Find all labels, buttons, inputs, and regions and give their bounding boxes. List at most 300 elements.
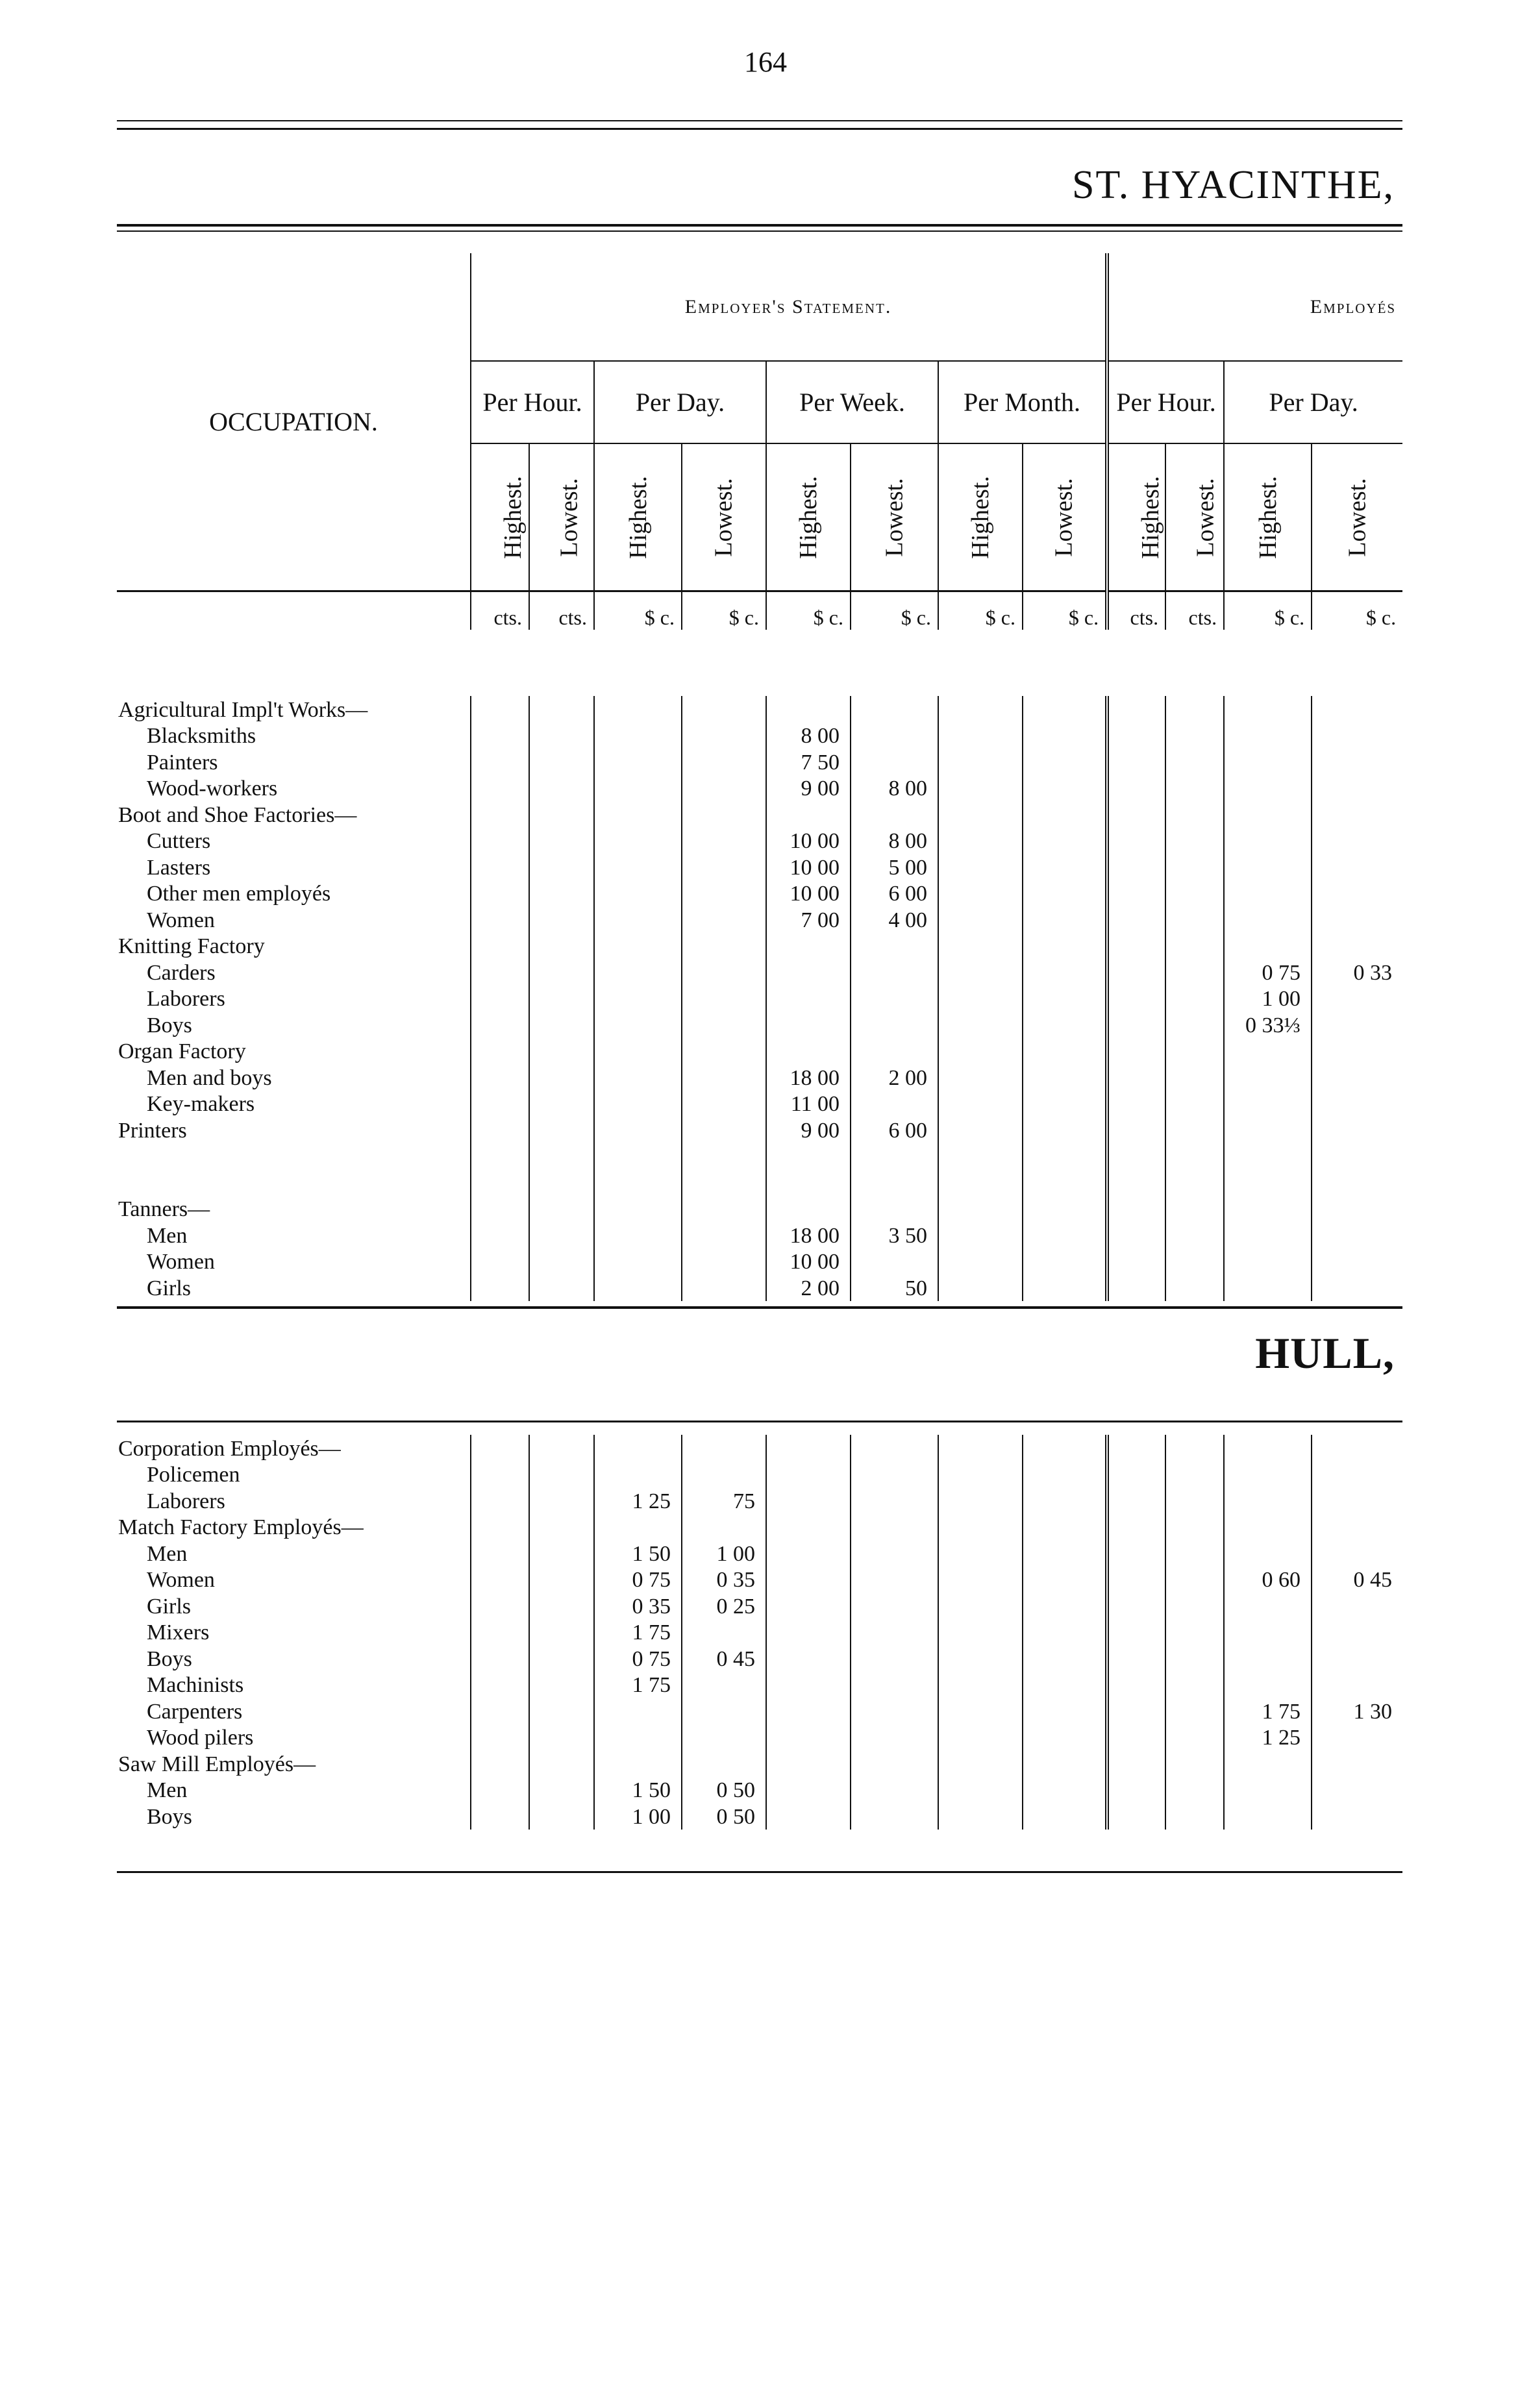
wage-cell: 1 00 xyxy=(682,1540,766,1567)
wage-cell xyxy=(1165,1567,1224,1593)
title-rule xyxy=(117,224,1402,227)
wage-cell xyxy=(938,775,1023,802)
employes-per-hour-heading: Per Hour. xyxy=(1107,361,1224,443)
wage-cell xyxy=(1165,828,1224,854)
employes-per-day-heading: Per Day. xyxy=(1224,361,1402,443)
wage-cell xyxy=(682,1196,766,1223)
occupation-heading: OCCUPATION. xyxy=(117,253,471,591)
wage-cell xyxy=(938,1435,1023,1461)
wage-cell xyxy=(851,1645,938,1672)
wage-cell xyxy=(1165,801,1224,828)
wage-cell: 0 75 xyxy=(594,1645,682,1672)
occupation-cell: Women xyxy=(147,1568,215,1592)
wage-cell xyxy=(1023,933,1107,960)
wage-cell: 7 50 xyxy=(766,749,851,775)
occupation-cell xyxy=(117,1169,471,1196)
wage-cell xyxy=(471,1038,529,1065)
wage-cell xyxy=(1165,986,1224,1012)
wage-cell xyxy=(766,986,851,1012)
wage-cell xyxy=(471,1091,529,1117)
table-row xyxy=(117,1593,1402,1619)
table-row xyxy=(117,854,1402,880)
table-row xyxy=(117,1672,1402,1698)
wage-cell xyxy=(1107,1143,1165,1170)
wage-cell xyxy=(1312,1777,1402,1804)
wage-cell: 4 00 xyxy=(851,906,938,933)
wage-cell xyxy=(1023,880,1107,907)
wage-cell xyxy=(1023,1540,1107,1567)
wage-cell xyxy=(1165,1619,1224,1646)
occupation-cell: Girls xyxy=(147,1276,191,1300)
wage-cell xyxy=(1107,1038,1165,1065)
hull-wage-table xyxy=(117,1435,1402,1830)
wage-cell: 18 00 xyxy=(766,1064,851,1091)
wage-cell: 1 25 xyxy=(1224,1724,1312,1751)
occupation-cell: Women xyxy=(147,908,215,932)
wage-cell xyxy=(1312,1222,1402,1248)
wage-cell xyxy=(851,1487,938,1514)
wage-cell xyxy=(851,1038,938,1065)
unit-label: cts. xyxy=(1107,591,1165,630)
wage-cell xyxy=(682,854,766,880)
wage-cell xyxy=(1165,933,1224,960)
wage-cell xyxy=(1312,1724,1402,1751)
wage-cell xyxy=(938,1143,1023,1170)
wage-cell xyxy=(851,1196,938,1223)
wage-cell xyxy=(594,749,682,775)
wage-cell xyxy=(1224,1593,1312,1619)
wage-cell xyxy=(529,1274,594,1301)
wage-cell xyxy=(529,1091,594,1117)
occupation-cell: Wood pilers xyxy=(147,1726,254,1750)
wage-cell: 0 33⅓ xyxy=(1224,1012,1312,1038)
wage-cell xyxy=(471,906,529,933)
wage-cell: 5 00 xyxy=(851,854,938,880)
wage-cell xyxy=(529,986,594,1012)
table-row xyxy=(117,1540,1402,1567)
wage-cell xyxy=(529,1750,594,1777)
table-row xyxy=(117,801,1402,828)
wage-cell xyxy=(682,696,766,723)
occupation-cell: Carpenters xyxy=(147,1699,243,1724)
wage-cell xyxy=(1023,801,1107,828)
wage-cell xyxy=(1224,1274,1312,1301)
wage-cell xyxy=(766,1672,851,1698)
per-day-heading: Per Day. xyxy=(594,361,766,443)
wage-cell xyxy=(1165,1064,1224,1091)
wage-cell xyxy=(529,723,594,749)
occupation-cell: Men and boys xyxy=(147,1065,272,1090)
wage-cell xyxy=(682,1698,766,1724)
wage-cell xyxy=(682,986,766,1012)
wage-cell xyxy=(938,1091,1023,1117)
wage-cell xyxy=(1165,1196,1224,1223)
wage-cell xyxy=(851,1593,938,1619)
occupation-cell: Key-makers xyxy=(147,1092,255,1116)
wage-cell xyxy=(1312,933,1402,960)
wage-cell xyxy=(938,1248,1023,1275)
wage-cell xyxy=(529,1645,594,1672)
wage-cell xyxy=(1107,1222,1165,1248)
wage-cell xyxy=(594,1461,682,1488)
wage-cell: 2 00 xyxy=(766,1274,851,1301)
wage-cell xyxy=(938,801,1023,828)
wage-cell xyxy=(1107,1461,1165,1488)
place-title-st-hyacinthe: ST. HYACINTHE, xyxy=(1072,163,1395,207)
wage-cell: 0 60 xyxy=(1224,1567,1312,1593)
wage-cell xyxy=(471,801,529,828)
wage-cell xyxy=(1023,1777,1107,1804)
wage-cell xyxy=(594,959,682,986)
wage-cell xyxy=(938,1567,1023,1593)
table-row xyxy=(117,1698,1402,1724)
wage-cell: 0 45 xyxy=(1312,1567,1402,1593)
wage-cell xyxy=(766,1435,851,1461)
wage-cell xyxy=(1023,1461,1107,1488)
wage-cell xyxy=(471,1593,529,1619)
wage-cell xyxy=(471,1435,529,1461)
wage-cell: 1 50 xyxy=(594,1540,682,1567)
table-row xyxy=(117,1143,1402,1170)
per-hour-heading: Per Hour. xyxy=(471,361,594,443)
wage-cell xyxy=(529,749,594,775)
table-row xyxy=(117,1169,1402,1196)
wage-cell xyxy=(1107,986,1165,1012)
wage-cell xyxy=(682,880,766,907)
wage-cell xyxy=(471,1777,529,1804)
wage-cell xyxy=(938,986,1023,1012)
wage-cell xyxy=(1107,1645,1165,1672)
wage-cell xyxy=(529,1514,594,1541)
wage-cell xyxy=(1312,775,1402,802)
wage-cell xyxy=(851,986,938,1012)
wage-cell xyxy=(471,1143,529,1170)
wage-cell xyxy=(529,1724,594,1751)
table-row xyxy=(117,1038,1402,1065)
wage-cell xyxy=(1107,880,1165,907)
wage-cell xyxy=(594,1248,682,1275)
wage-cell xyxy=(1107,1248,1165,1275)
wage-cell xyxy=(529,906,594,933)
occupation-cell: Boys xyxy=(147,1804,192,1829)
table-row xyxy=(117,1724,1402,1751)
wage-cell xyxy=(766,1724,851,1751)
wage-cell xyxy=(851,1567,938,1593)
wage-cell xyxy=(471,1619,529,1646)
table-row xyxy=(117,749,1402,775)
wage-cell xyxy=(1224,1619,1312,1646)
occupation-cell: Lasters xyxy=(147,855,211,880)
wage-cell xyxy=(851,933,938,960)
wage-cell xyxy=(938,696,1023,723)
wage-cell xyxy=(938,1777,1023,1804)
wage-cell xyxy=(471,1540,529,1567)
wage-cell xyxy=(938,1196,1023,1223)
wage-cell xyxy=(682,1514,766,1541)
wage-cell xyxy=(1107,801,1165,828)
wage-cell xyxy=(529,1169,594,1196)
wage-cell xyxy=(851,723,938,749)
wage-cell xyxy=(1107,1724,1165,1751)
wage-cell xyxy=(1023,1435,1107,1461)
wage-cell xyxy=(1312,1593,1402,1619)
wage-cell xyxy=(766,1777,851,1804)
wage-cell xyxy=(1165,1645,1224,1672)
wage-cell: 50 xyxy=(851,1274,938,1301)
wage-cell xyxy=(594,1274,682,1301)
wage-cell xyxy=(1224,933,1312,960)
wage-cell xyxy=(529,1435,594,1461)
occupation-cell: Painters xyxy=(147,750,218,775)
wage-cell xyxy=(1165,1698,1224,1724)
wage-cell xyxy=(594,1117,682,1143)
wage-cell xyxy=(1107,959,1165,986)
wage-cell xyxy=(766,1487,851,1514)
wage-cell xyxy=(471,880,529,907)
wage-cell xyxy=(471,1487,529,1514)
wage-cell xyxy=(1023,775,1107,802)
wage-cell xyxy=(1224,801,1312,828)
lowest-heading: Lowest. xyxy=(1051,477,1078,557)
wage-cell xyxy=(1107,1514,1165,1541)
wage-cell xyxy=(938,1487,1023,1514)
employes-statement-heading: Employés xyxy=(1107,253,1402,361)
lowest-heading: Lowest. xyxy=(710,477,738,557)
table-row xyxy=(117,1222,1402,1248)
wage-cell xyxy=(1107,1698,1165,1724)
wage-cell xyxy=(1165,1724,1224,1751)
wage-cell xyxy=(529,696,594,723)
wage-cell xyxy=(1023,986,1107,1012)
unit-label: $ c. xyxy=(682,591,766,630)
wage-cell xyxy=(1023,1567,1107,1593)
wage-cell xyxy=(1165,1274,1224,1301)
occupation-cell: Men xyxy=(147,1223,188,1248)
wage-cell xyxy=(1224,1672,1312,1698)
occupation-cell: Cutters xyxy=(147,829,211,853)
wage-cell xyxy=(529,801,594,828)
wage-cell xyxy=(851,1803,938,1830)
wage-cell xyxy=(1107,933,1165,960)
wage-cell xyxy=(938,723,1023,749)
wage-cell xyxy=(766,1461,851,1488)
wage-cell: 0 33 xyxy=(1312,959,1402,986)
wage-cell xyxy=(682,1143,766,1170)
wage-cell xyxy=(1023,1091,1107,1117)
wage-cell xyxy=(1312,1196,1402,1223)
wage-cell xyxy=(529,1698,594,1724)
wage-cell: 10 00 xyxy=(766,880,851,907)
wage-cell xyxy=(594,1038,682,1065)
title-rule-2 xyxy=(117,230,1402,232)
wage-cell xyxy=(1107,1750,1165,1777)
wage-cell xyxy=(938,1117,1023,1143)
wage-cell: 1 75 xyxy=(594,1619,682,1646)
highest-heading: Highest. xyxy=(624,475,652,559)
wage-cell xyxy=(471,1698,529,1724)
wage-cell xyxy=(1165,1012,1224,1038)
wage-cell xyxy=(682,906,766,933)
wage-cell xyxy=(1224,696,1312,723)
wage-cell: 8 00 xyxy=(851,775,938,802)
hull-bottom-rule xyxy=(117,1871,1402,1873)
wage-cell xyxy=(1165,1117,1224,1143)
wage-cell: 8 00 xyxy=(851,828,938,854)
occupation-cell: Laborers xyxy=(147,987,225,1011)
wage-cell xyxy=(529,1064,594,1091)
wage-cell xyxy=(529,1222,594,1248)
wage-cell xyxy=(1107,1012,1165,1038)
wage-cell xyxy=(1023,1619,1107,1646)
wage-cell xyxy=(1023,696,1107,723)
unit-label: cts. xyxy=(471,591,529,630)
highest-heading: Highest. xyxy=(499,475,527,559)
wage-cell xyxy=(1312,1274,1402,1301)
wage-cell xyxy=(1107,723,1165,749)
wage-cell xyxy=(1023,1672,1107,1698)
wage-cell xyxy=(529,775,594,802)
wage-cell: 1 00 xyxy=(594,1803,682,1830)
wage-cell xyxy=(594,1196,682,1223)
wage-cell xyxy=(938,1724,1023,1751)
wage-cell xyxy=(938,1038,1023,1065)
unit-label: $ c. xyxy=(1224,591,1312,630)
wage-cell xyxy=(938,1012,1023,1038)
lowest-heading: Lowest. xyxy=(1343,477,1371,557)
wage-cell xyxy=(1224,1196,1312,1223)
wage-cell xyxy=(851,1672,938,1698)
wage-cell xyxy=(1312,1672,1402,1698)
top-rule-2 xyxy=(117,128,1402,130)
wage-cell xyxy=(851,1724,938,1751)
wage-cell xyxy=(529,1593,594,1619)
table-row xyxy=(117,1514,1402,1541)
occupation-cell: Tanners— xyxy=(118,1197,210,1221)
wage-cell: 1 75 xyxy=(594,1672,682,1698)
wage-cell xyxy=(1312,1435,1402,1461)
wage-cell xyxy=(682,828,766,854)
table-row xyxy=(117,1012,1402,1038)
per-week-heading: Per Week. xyxy=(766,361,938,443)
wage-cell: 75 xyxy=(682,1487,766,1514)
wage-cell xyxy=(1107,1672,1165,1698)
wage-cell xyxy=(1224,1169,1312,1196)
wage-cell xyxy=(766,1169,851,1196)
wage-cell xyxy=(1165,1091,1224,1117)
wage-cell xyxy=(1165,1248,1224,1275)
wage-cell xyxy=(938,1222,1023,1248)
wage-cell xyxy=(1165,1803,1224,1830)
wage-cell xyxy=(1107,1619,1165,1646)
wage-cell xyxy=(682,1012,766,1038)
wage-cell xyxy=(471,986,529,1012)
wage-cell: 0 35 xyxy=(594,1593,682,1619)
wage-cell xyxy=(1165,1487,1224,1514)
wage-cell xyxy=(594,1514,682,1541)
wage-cell xyxy=(851,1461,938,1488)
unit-label: $ c. xyxy=(1312,591,1402,630)
occupation-cell: Laborers xyxy=(147,1489,225,1513)
wage-cell xyxy=(1023,1724,1107,1751)
table-row xyxy=(117,1777,1402,1804)
wage-cell xyxy=(471,1645,529,1672)
wage-cell xyxy=(938,1593,1023,1619)
wage-cell xyxy=(1224,723,1312,749)
wage-cell xyxy=(529,880,594,907)
wage-cell xyxy=(471,828,529,854)
wage-cell xyxy=(529,1777,594,1804)
occupation-cell: Match Factory Employés— xyxy=(118,1515,364,1539)
wage-cell xyxy=(1107,1091,1165,1117)
wage-cell xyxy=(1224,1803,1312,1830)
wage-cell: 6 00 xyxy=(851,1117,938,1143)
wage-cell xyxy=(594,1698,682,1724)
wage-cell xyxy=(682,1064,766,1091)
wage-cell xyxy=(1165,775,1224,802)
wage-cell xyxy=(471,1248,529,1275)
wage-cell xyxy=(851,1435,938,1461)
wage-cell: 6 00 xyxy=(851,880,938,907)
wage-cell xyxy=(682,1461,766,1488)
wage-cell: 0 35 xyxy=(682,1567,766,1593)
wage-cell xyxy=(682,1248,766,1275)
wage-cell: 1 75 xyxy=(1224,1698,1312,1724)
wage-cell xyxy=(471,1274,529,1301)
wage-cell xyxy=(1107,1117,1165,1143)
wage-cell xyxy=(1224,1248,1312,1275)
wage-cell xyxy=(766,1567,851,1593)
occupation-cell: Agricultural Impl't Works— xyxy=(118,697,368,722)
wage-cell xyxy=(1312,1750,1402,1777)
table-row xyxy=(117,1274,1402,1301)
wage-cell: 10 00 xyxy=(766,1248,851,1275)
wage-cell xyxy=(766,1143,851,1170)
wage-cell xyxy=(594,1435,682,1461)
wage-cell xyxy=(938,1461,1023,1488)
wage-cell xyxy=(766,1196,851,1223)
highest-heading: Highest. xyxy=(1136,475,1164,559)
wage-cell xyxy=(529,1143,594,1170)
wage-cell xyxy=(529,1540,594,1567)
wage-cell xyxy=(471,775,529,802)
wage-cell xyxy=(594,1143,682,1170)
wage-cell xyxy=(851,1777,938,1804)
wage-cell xyxy=(471,1117,529,1143)
wage-cell: 10 00 xyxy=(766,828,851,854)
wage-cell xyxy=(682,1724,766,1751)
wage-cell xyxy=(1312,880,1402,907)
table-header xyxy=(117,253,1402,630)
wage-cell xyxy=(851,1619,938,1646)
wage-cell: 0 50 xyxy=(682,1777,766,1804)
wage-cell xyxy=(1312,906,1402,933)
wage-cell xyxy=(766,1750,851,1777)
unit-label: cts. xyxy=(529,591,594,630)
wage-cell xyxy=(682,1222,766,1248)
occupation-cell: Boys xyxy=(147,1013,192,1037)
wage-cell xyxy=(682,1038,766,1065)
wage-cell xyxy=(766,959,851,986)
wage-cell xyxy=(1224,1645,1312,1672)
wage-cell xyxy=(471,854,529,880)
wage-cell xyxy=(529,1012,594,1038)
table-row xyxy=(117,1619,1402,1646)
lowest-heading: Lowest. xyxy=(1191,477,1219,557)
place-title-hull: HULL, xyxy=(1255,1328,1395,1378)
wage-cell xyxy=(1107,1540,1165,1567)
table-row xyxy=(117,775,1402,802)
wage-cell xyxy=(471,1169,529,1196)
